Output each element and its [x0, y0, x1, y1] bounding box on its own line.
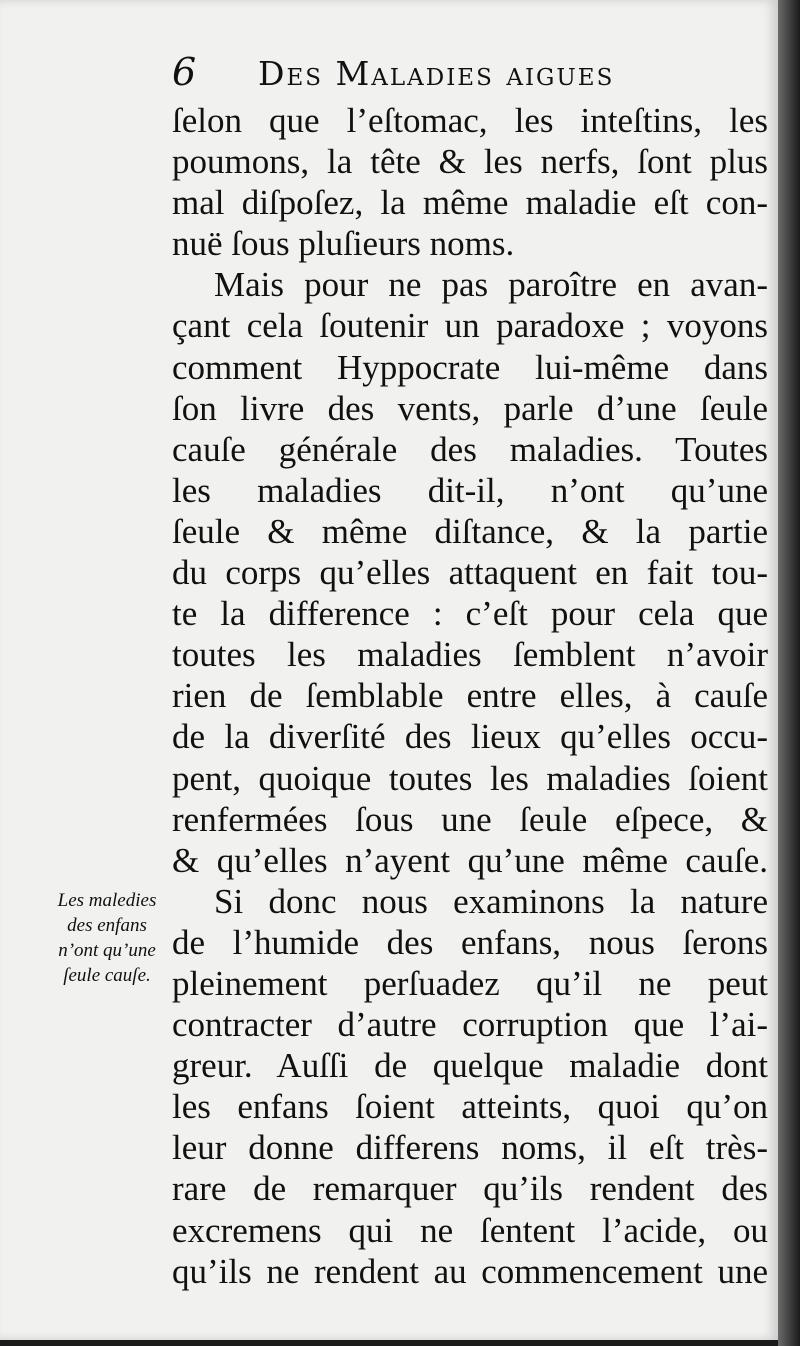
- text-line: rien de ſemblable entre elles, à cauſe: [172, 676, 768, 716]
- text-line: comment Hyppocrate lui-même dans: [172, 347, 768, 387]
- running-title: Des Maladies aigues: [258, 54, 615, 93]
- text-line: du corps qu’elles attaquent en fait tou-: [172, 553, 768, 593]
- text-line: mal diſpoſez, la même maladie eſt con-: [172, 183, 768, 223]
- text-line: poumons, la tête & les nerfs, ſont plus: [172, 142, 768, 182]
- text-line: te la difference : c’eſt pour cela que: [172, 594, 768, 634]
- margin-note-line: n’ont qu’une: [58, 940, 156, 961]
- text-line: excremens qui ne ſentent l’acide, ou: [172, 1210, 768, 1250]
- text-line: Mais pour ne pas paroître en avan-: [214, 265, 768, 305]
- text-line: greur. Auſſi de quelque maladie dont: [172, 1046, 768, 1086]
- text-line: qu’ils ne rendent au commencement une: [172, 1251, 768, 1291]
- text-line: çant cela ſoutenir un paradoxe ; voyons: [172, 306, 768, 346]
- text-line: ſelon que l’eſtomac, les inteſtins, les: [172, 101, 768, 140]
- text-line: nuë ſous pluſieurs noms.: [172, 224, 515, 264]
- margin-note: [32, 888, 182, 988]
- text-line: de l’humide des enfans, nous ſerons: [172, 922, 768, 962]
- page-number: 6: [172, 50, 197, 94]
- text-line: rare de remarquer qu’ils rendent des: [172, 1169, 768, 1209]
- text-line: les maladies dit-il, n’ont qu’une: [172, 470, 768, 510]
- text-line: Si donc nous examinons la nature: [214, 881, 768, 921]
- text-line: & qu’elles n’ayent qu’une même cauſe.: [172, 840, 768, 880]
- text-line: pent, quoique toutes les maladies ſoient: [172, 758, 768, 798]
- margin-note-line: ſeule cauſe.: [63, 965, 151, 986]
- text-line: contracter d’autre corruption que l’ai-: [172, 1005, 768, 1045]
- margin-note-line: des enfans: [67, 915, 147, 936]
- margin-note-line: Les maledies: [57, 890, 157, 911]
- book-spine-shadow: [778, 0, 800, 1346]
- text-line: pleinement perſuadez qu’il ne peut: [172, 963, 768, 1003]
- text-line: leur donne differens noms, il eſt très-: [172, 1128, 768, 1168]
- page-header: [172, 50, 772, 94]
- text-line: toutes les maladies ſemblent n’avoir: [172, 635, 768, 675]
- text-line: ſon livre des vents, parle d’une ſeule: [172, 388, 768, 428]
- text-line: cauſe générale des maladies. Toutes: [172, 429, 768, 469]
- text-line: de la diverſité des lieux qu’elles occu-: [172, 717, 768, 757]
- body-text: [172, 100, 768, 1292]
- text-line: renfermées ſous une ſeule eſpece, &: [172, 799, 768, 839]
- text-line: les enfans ſoient atteints, quoi qu’on: [172, 1087, 768, 1127]
- text-line: ſeule & même diſtance, & la partie: [172, 511, 768, 551]
